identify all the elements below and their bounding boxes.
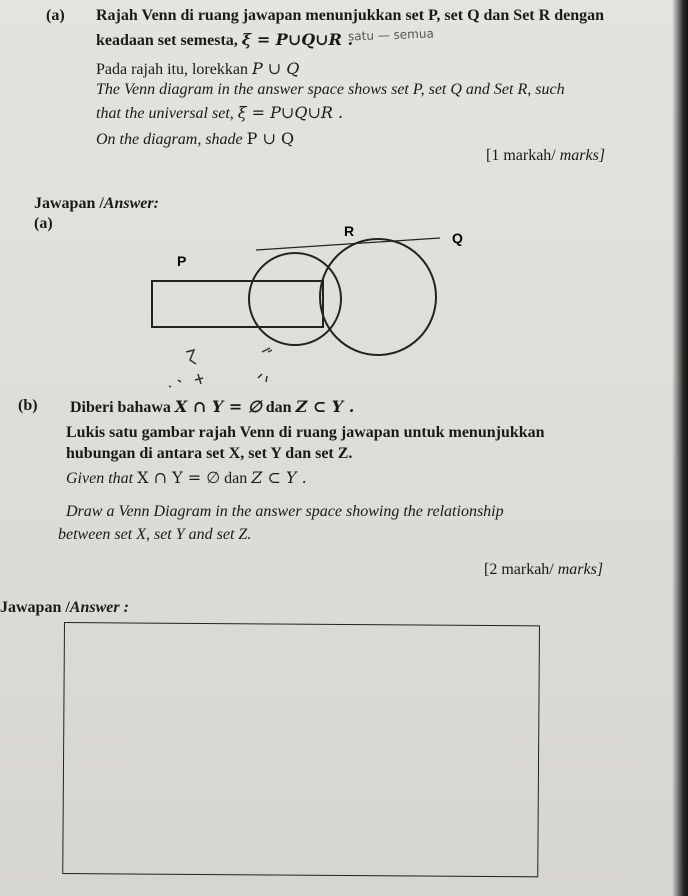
part-b-english-line2: Draw a Venn Diagram in the answer space showing the relationship — [66, 503, 504, 520]
pencil-scribbles — [169, 348, 272, 387]
part-a-english-line3: On the diagram, shade P ∪ Q — [96, 129, 295, 148]
set-q-label: Q — [452, 230, 463, 246]
set-p-rectangle — [152, 281, 323, 327]
part-a-marks: [1 markah/ marks] — [486, 147, 606, 164]
set-p-label: P — [177, 253, 187, 269]
part-a-english-line1: The Venn diagram in the answer space shows set P, set Q and Set R, such — [96, 81, 565, 98]
set-r-label: R — [344, 223, 355, 239]
answer-heading-b: Jawapan /Answer : — [0, 599, 129, 616]
part-a-malay-line3: Pada rajah itu, lorekkan P ∪ Q — [96, 59, 300, 78]
part-b-english-line3: between set X, set Y and set Z. — [58, 526, 252, 543]
part-a-english-line2: that the universal set, ξ = P∪Q∪R . — [96, 103, 344, 122]
part-b-malay-line3: hubungan di antara set X, set Y dan set Z. — [66, 445, 353, 462]
part-a-malay-line2: keadaan set semesta, ξ = P∪Q∪R . — [96, 30, 354, 49]
set-q-circle — [320, 239, 436, 355]
part-b-malay-line2: Lukis satu gambar rajah Venn di ruang jawapan untuk menunjukkan — [66, 424, 545, 441]
part-b-label: (b) — [18, 397, 38, 414]
part-b-marks: [2 markah/ marks] — [484, 561, 604, 578]
venn-diagram — [0, 0, 688, 420]
part-b-english-line1: Given that X ∩ Y = ∅ dan Z ⊂ Y . — [66, 468, 307, 487]
page-shadow-edge — [672, 0, 688, 896]
set-r-circle — [249, 253, 341, 345]
answer-heading-a: Jawapan /Answer: — [34, 195, 159, 212]
universal-set-expression: ξ = P∪Q∪R . — [241, 30, 354, 49]
answer-label-a: (a) — [34, 215, 53, 232]
part-a-malay-line1: Rajah Venn di ruang jawapan menunjukkan set P, set Q dan Set R dengan — [96, 7, 604, 24]
part-b-malay-line1: Diberi bahawa X ∩ Y = ∅ dan Z ⊂ Y . — [70, 397, 355, 416]
handwritten-note: satu — semua — [347, 26, 435, 44]
answer-box-b[interactable] — [62, 622, 540, 877]
part-a-label: (a) — [46, 7, 65, 24]
